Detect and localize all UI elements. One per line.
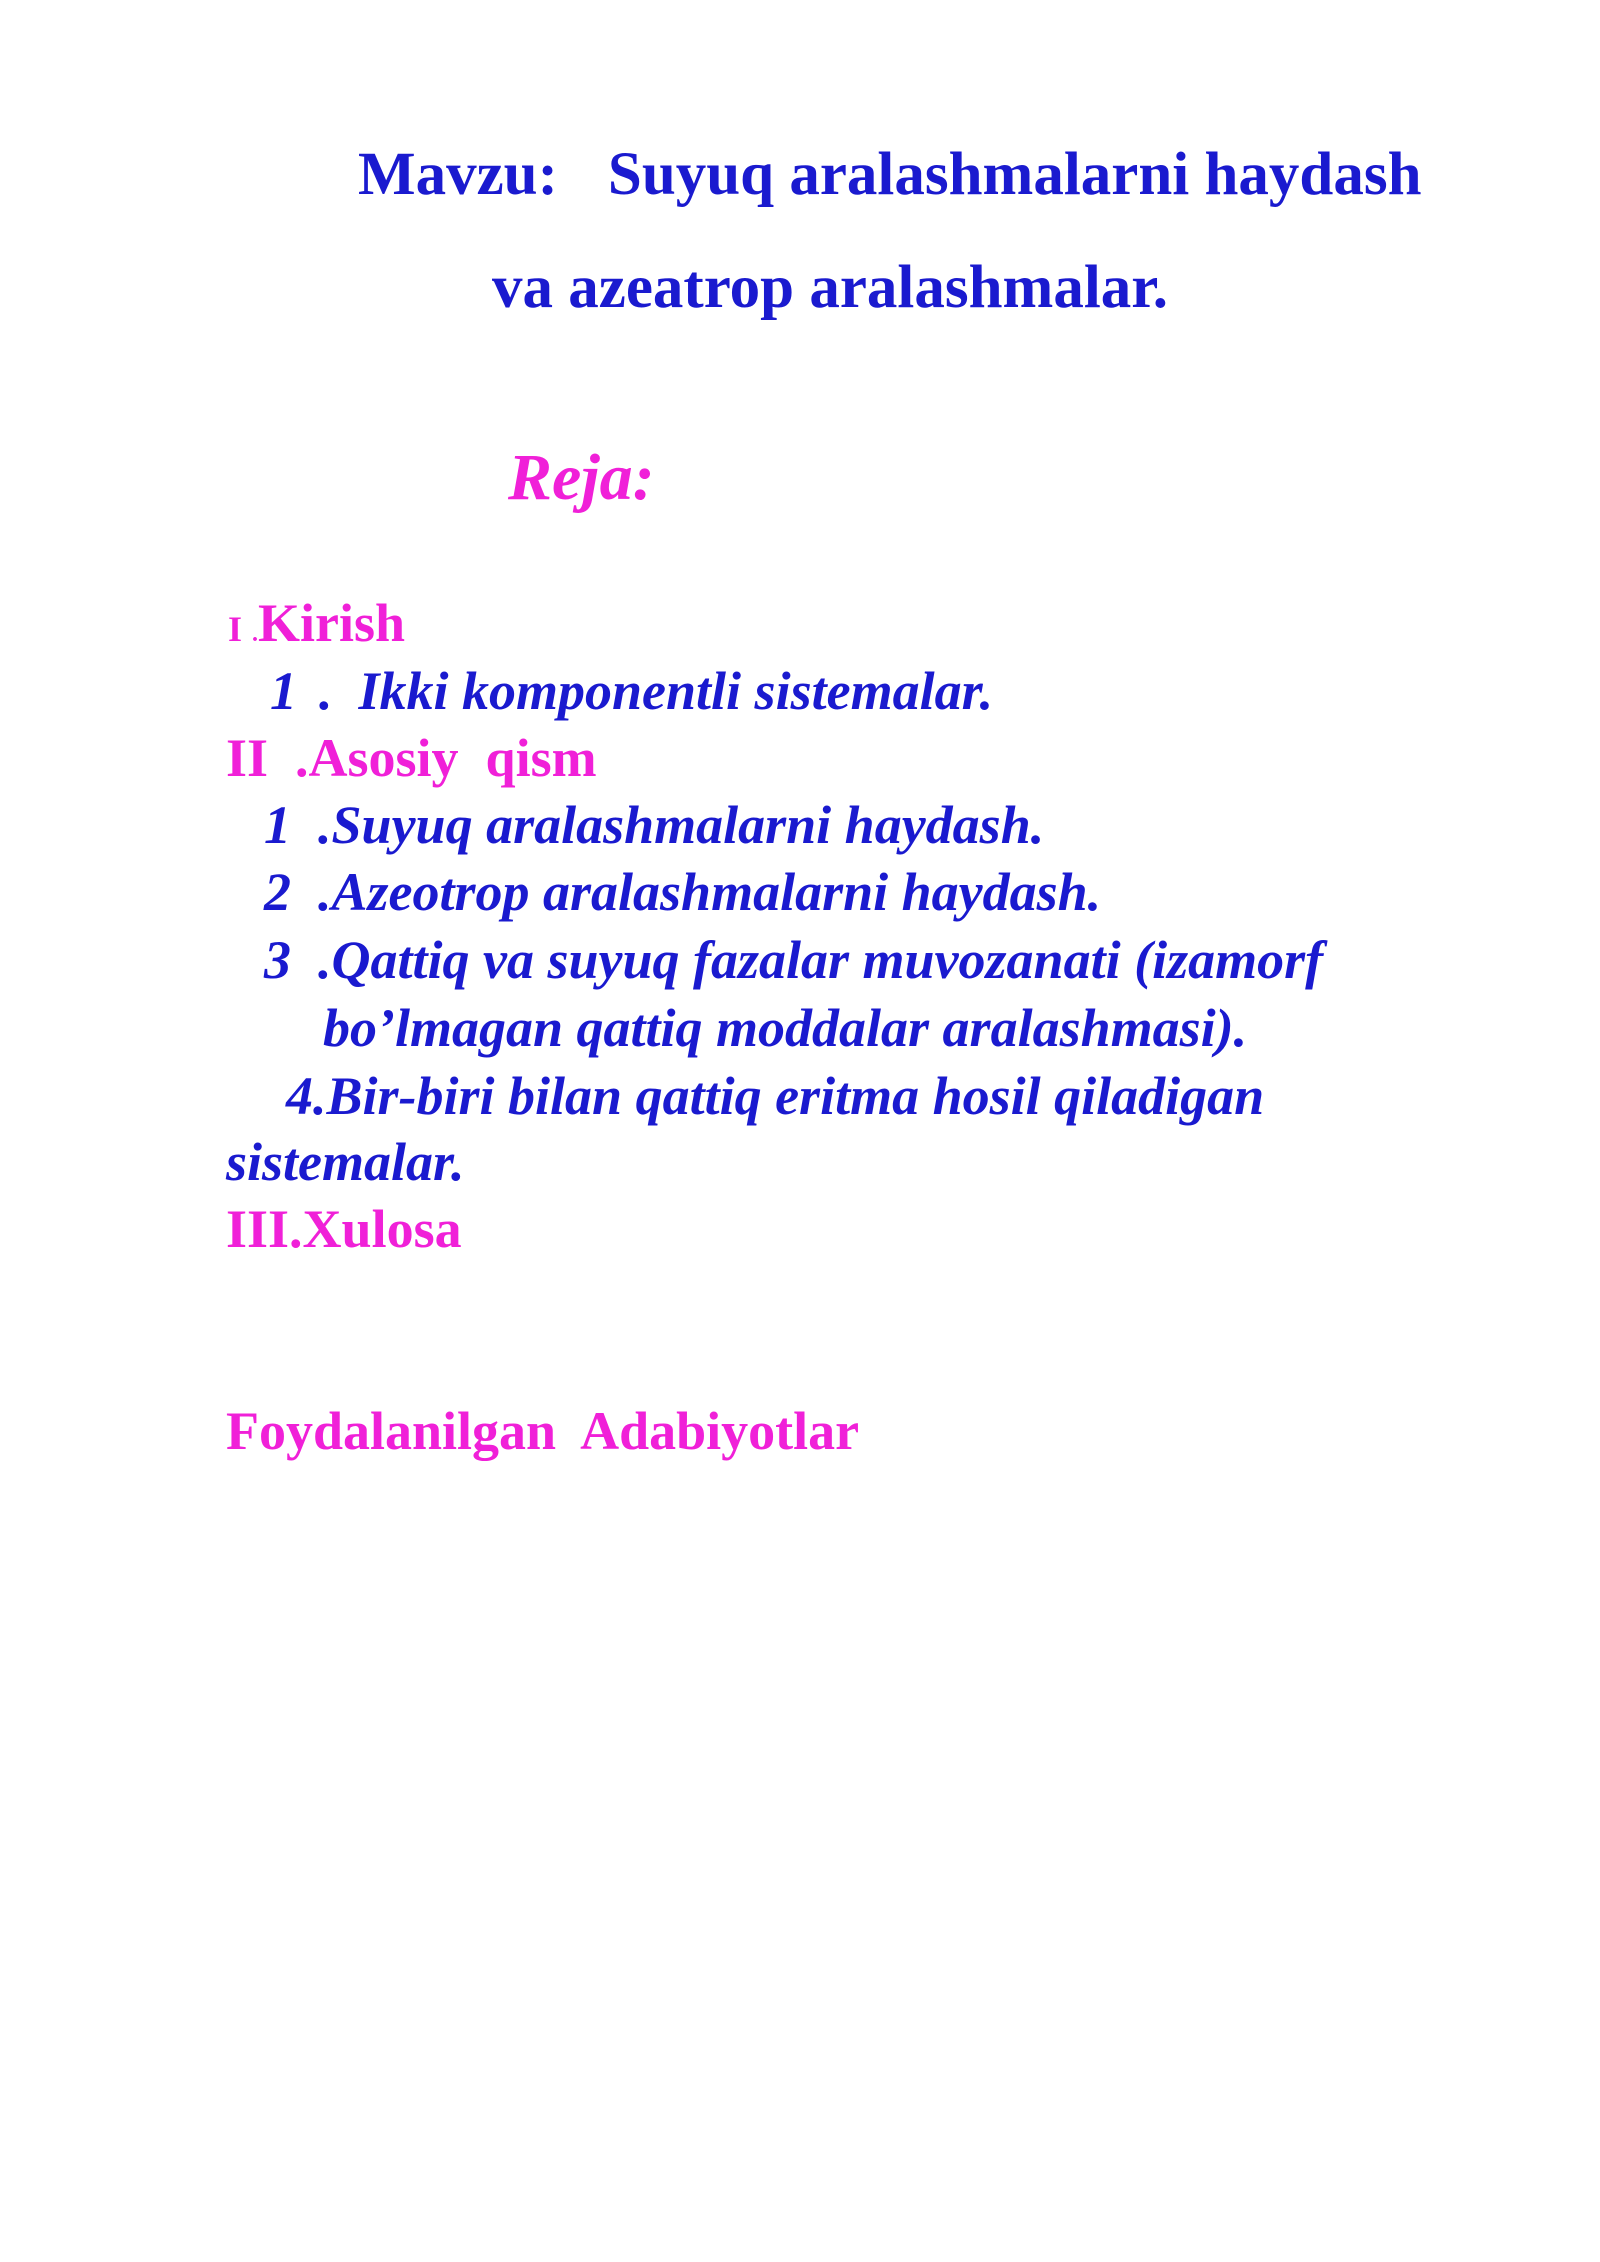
plan-section-1-dot: . (252, 621, 259, 647)
plan-section-2-item-1: 1 .Suyuq aralashmalarni haydash. (264, 795, 1045, 855)
plan-section-2-item-3-line-1: 3 .Qattiq va suyuq fazalar muvozanati (izamorf (264, 930, 1324, 990)
plan-section-2-item-3-line-2: bo’lmagan qattiq moddalar aralashmasi). (323, 998, 1248, 1058)
title-label: Mavzu: (358, 141, 558, 208)
plan-heading: Reja: (508, 441, 655, 514)
plan-item-num: 1 (270, 661, 297, 721)
plan-section-2-item-4-line-1: 4.Bir-biri bilan qattiq eritma hosil qiladigan (286, 1066, 1265, 1126)
plan-section-1 (228, 592, 405, 654)
plan-section-1-item-1 (270, 660, 993, 722)
references-heading: Foydalanilgan Adabiyotlar (226, 1401, 860, 1461)
plan-section-2-item-2: 2 .Azeotrop aralashmalarni haydash. (264, 862, 1102, 922)
title-line-2: va azeatrop aralashmalar. (492, 254, 1169, 321)
plan-section-2: II .Asosiy qism (226, 728, 597, 788)
plan-section-3: III.Xulosa (226, 1199, 462, 1259)
plan-section-2-item-4-line-2: sistemalar. (226, 1132, 465, 1192)
plan-section-1-label: Kirish (258, 593, 406, 653)
plan-item-dot: . (319, 661, 333, 721)
title-line-1 (358, 140, 1422, 210)
plan-section-1-num: I (228, 609, 243, 649)
plan-item-label: Ikki komponentli sistemalar. (358, 661, 994, 721)
title-text: Suyuq aralashmalarni haydash (607, 141, 1422, 208)
